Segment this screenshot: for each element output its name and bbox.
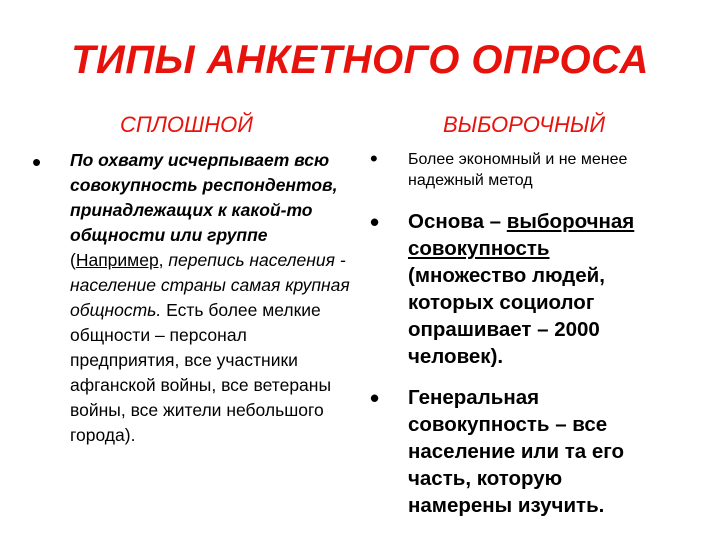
right-bullet-item-2 [370, 208, 670, 370]
left-bullet-item [32, 148, 352, 448]
heading-continuous: СПЛОШНОЙ [120, 112, 254, 137]
bullet-marker: • [32, 147, 42, 177]
slide-title: ТИПЫ АНКЕТНОГО ОПРОСА [71, 38, 649, 82]
bullet-marker: • [370, 207, 380, 237]
right-item-1-text: Более экономный и не менее надежный метод [408, 151, 628, 189]
right-bullet-item-1 [370, 148, 670, 191]
left-tail-text: Есть более мелкие общности – персонал предприятия, все участники афганской войны, все ветераны войны, все жители небольшого города). [70, 300, 332, 445]
sample-population-term: выборочная совокупность [408, 210, 635, 260]
bullet-marker: • [370, 383, 380, 413]
left-lead-text: По охвату исчерпывает всю совокупность респондентов, принадлежащих к какой-то общности или группе [70, 150, 338, 245]
heading-sample: ВЫБОРОЧНЫЙ [443, 112, 606, 137]
paren-open: ( [70, 250, 76, 270]
right-column [370, 148, 670, 519]
right-item-3-text: Генеральная совокупность – все население или та его часть, которую намерены изучить. [408, 386, 625, 517]
example-text: перепись населения - население страны самая крупная общность. [70, 250, 350, 320]
left-column [32, 148, 352, 448]
right-item-2-suffix: (множество людей, которых социолог опрашивает – 2000 человек). [408, 264, 605, 368]
example-label: Например, [75, 250, 164, 270]
right-item-2-prefix: Основа – [408, 210, 507, 233]
right-bullet-item-3 [370, 384, 670, 519]
bullet-marker: • [370, 146, 378, 171]
